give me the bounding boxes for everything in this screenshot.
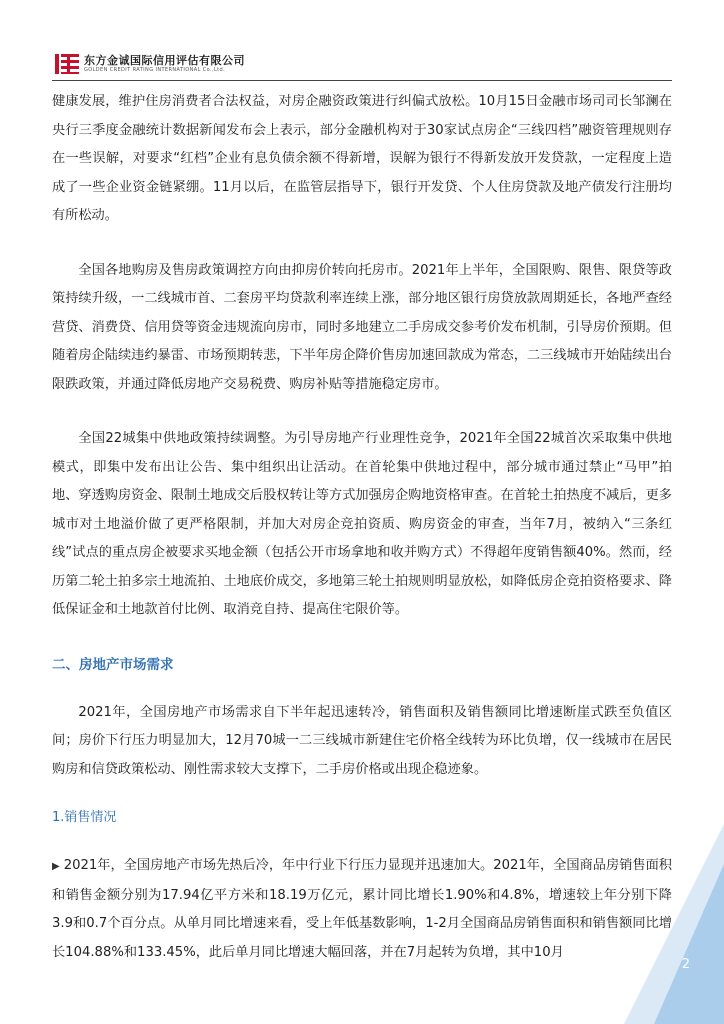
company-name-en: GOLDEN CREDIT RATING INTERNATIONAL Co.,Ltd.: [84, 67, 226, 73]
paragraph-5-text: 2021年，全国房地产市场先热后冷，年中行业下行压力显现并迅速加大。2021年，全国商品房销售面积和销售金额分别为17.94亿平方米和18.19万亿元，累计同比增长1.90%和4.8%，增速较上年分别下降3.9和0.7个百分点。从单月同比增速来看，受上年低基数影响，1-2月全国商品房销售面积和销售额同比增长104.88%和133.45%，此后单月同比增速大幅回落，并在7月起转为负增，其中10月: [52, 858, 672, 960]
document-body: [52, 88, 672, 967]
page-header: [52, 50, 672, 81]
paragraph-4: 2021年，全国房地产市场需求自下半年起迅速转冷，销售面积及销售额同比增速断崖式跌至负值区间；房价下行压力明显加大，12月70城一二三线城市新建住宅价格全线转为环比负增，仅一线城市在居民购房和信贷政策松动、刚性需求较大支撑下，二手房价格或出现企稳迹象。: [52, 704, 672, 777]
paragraph-2: 全国各地购房及售房政策调控方向由抑房价转向托房市。2021年上半年，全国限购、限售、限贷等政策持续升级，一二线城市首、二套房平均贷款利率连续上涨，部分地区银行房贷放款周期延长，各地严查经营贷、消费贷、信用贷等资金违规流向房市，同时多地建立二手房成交参考价发布机制，引导房价预期。但随着房企陆续违约暴雷、市场预期转悲，下半年房企降价售房加速回款成为常态，二三线城市开始陆续出台限跌政策，并通过降低房地产交易税费、购房补贴等措施稳定房市。: [52, 262, 672, 392]
section-title: 二、房地产市场需求: [52, 656, 174, 673]
company-logo-icon: [54, 52, 80, 76]
bullet-arrow-icon: ▶: [52, 861, 60, 872]
company-name-cn: 东方金诚国际信用评估有限公司: [84, 54, 245, 67]
corner-decoration: [604, 824, 724, 1024]
paragraph-3: 全国22城集中供地政策持续调整。为引导房地产行业理性竞争，2021年全国22城首次采取集中供地模式，即集中发布出让公告、集中组织出让活动。在首轮集中供地过程中，部分城市通过禁止“马甲”拍地、穿透购房资金、限制土地成交后股权转让等方式加强房企购地资格审查。在首轮土拍热度不减后，更多城市对土地溢价做了更严格限制，并加大对房企竞拍资质、购房资金的审查，当年7月，被纳入“三条红线”试点的重点房企被要求买地金额（包括公开市场拿地和收并购方式）不得超年度销售额40%。然而，经历第二轮土拍多宗土地流拍、土地底价成交，多地第三轮土拍规则明显放松，如降低房企竞拍资格要求、降低保证金和土地款首付比例、取消竞自持、提高住宅限价等。: [52, 431, 672, 617]
page-number: 2: [681, 957, 690, 972]
sub-title: 1.销售情况: [52, 810, 117, 825]
paragraph-5: [52, 852, 672, 967]
paragraph-1: 健康发展，维护住房消费者合法权益，对房企融资政策进行纠偏式放松。10月15日金融市场司司长邹澜在央行三季度金融统计数据新闻发布会上表示，部分金融机构对于30家试点房企“三线四档”融资管理规则存在一些误解，对要求“红档”企业有息负债余额不得新增，误解为银行不得新发放开发贷款，一定程度上造成了一些企业资金链紧绷。11月以后，在监管层指导下，银行开发贷、个人住房贷款及地产债发行注册均有所松动。: [52, 94, 672, 223]
